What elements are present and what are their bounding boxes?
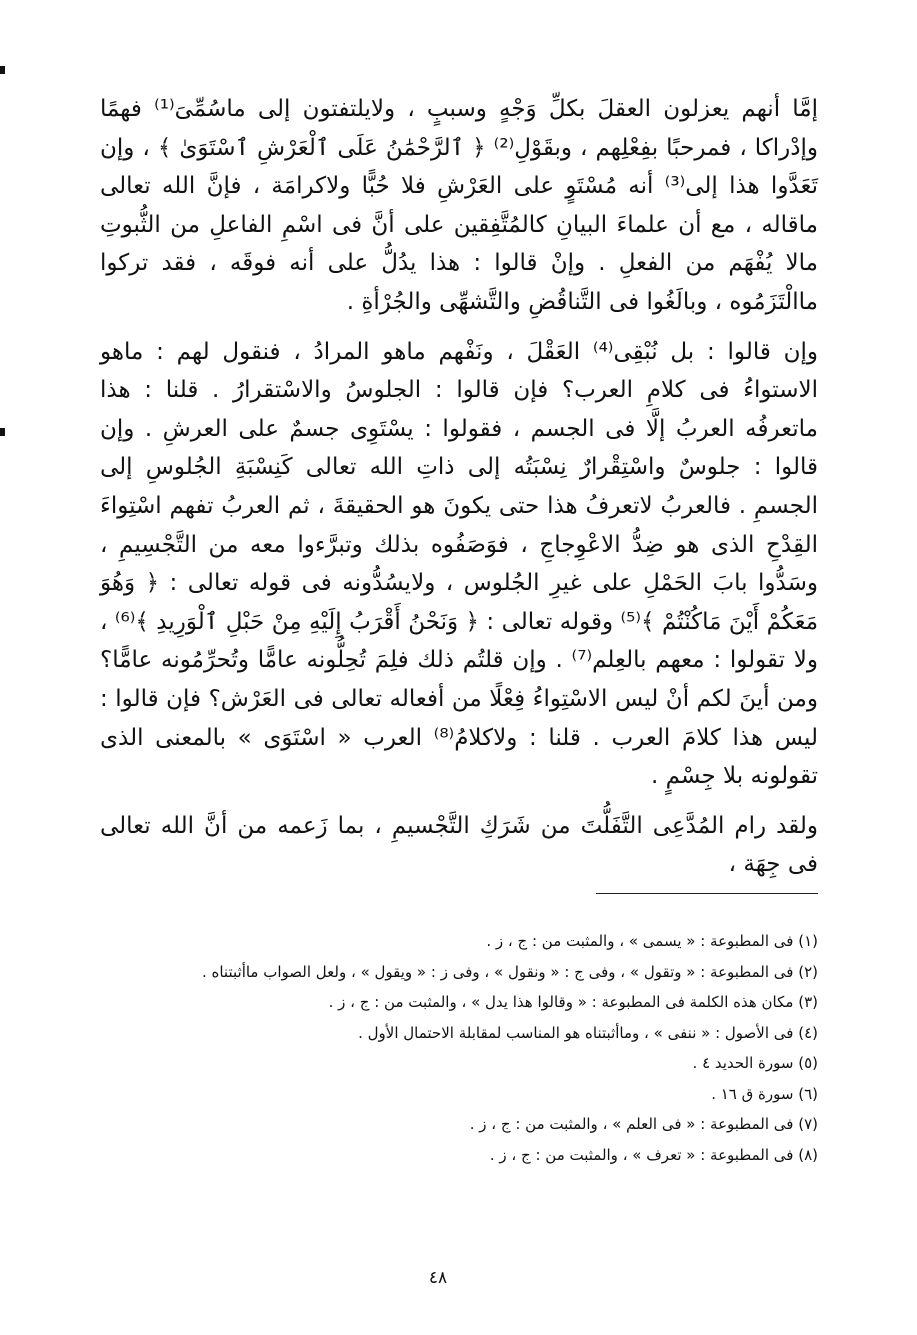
page-number: ٤٨: [428, 1268, 448, 1288]
footnote: (٢) فى المطبوعة : « وتقول » ، وفى ج : « ونقول » ، وفى ز : « ويقول » ، ولعل الصواب ماأثبتناه .: [201, 962, 818, 981]
footnote-separator: [596, 893, 818, 894]
footnote: (٧) فى المطبوعة : « فى العلم » ، والمثبت من : ج ، ز .: [469, 1115, 818, 1133]
paragraph: وإن قالوا : بل نُبْقِى⁽⁴⁾ العَقْلَ ، ونَفْهم ماهو المرادُ ، فنقول لهم : ماهو الاستواءُ فى كلامِ العرب؟ فإن قالوا : الجلوسُ والاسْتقرارُ . قلنا : هذا ماتعرفُه العربُ إلَّا فى الجسم ، فقولوا : يسْتَوِى جسمٌ على العرشِ . وإن قالوا : جلوسٌ واسْتِقْرارٌ نِسْبَتُه إلى ذاتِ الله تعالى كَنِسْبَةِ الجُلوسِ إلى الجسمِ . فالعربُ لاتعرفُ هذا حتى يكونَ هو الحقيقةَ ، ثم العربُ تفهم اسْتِواءَ القِدْحِ الذى هو ضِدُّ الاعْوِجاجِ ، فوَصَفُوه بذلك وتبرَّءوا معه من التَّجْسِيمِ ، وسَدُّوا بابَ الحَمْلِ على غيرِ الجُلوس ، ولايسُدُّونه فى قوله تعالى : ﴿ وَهُوَ مَعَكُمْ أَيْنَ مَاكُنْتُمْ ﴾⁽⁵⁾ وقوله تعالى : ﴿ وَنَحْنُ أَقْرَبُ إِلَيْهِ مِنْ حَبْلِ ٱلْوَرِيدِ ﴾⁽⁶⁾ ، ولا تقولوا : معهم بالعِلم⁽⁷⁾ . وإن قلتُم ذلك فلِمَ تُحِلُّونه عامًّا وتُحرِّمُونه عامًّا؟ ومن أينَ لكم أنْ ليس الاسْتِواءُ فِعْلًا من أفعاله تعالى فى العَرْش؟ فإن قالوا : ليس هذا كلامَ العرب . قلنا : ولاكلامُ⁽⁸⁾ العرب « اسْتَوَى » بالمعنى الذى تقولونه بلا جِسْمٍ .: [100, 338, 819, 790]
scan-margin-mark: [0, 66, 5, 74]
scan-margin-mark: [0, 428, 5, 436]
footnote: (٥) سورة الحديد ٤ .: [692, 1054, 818, 1072]
footnote: (٣) مكان هذه الكلمة فى المطبوعة : « وقالوا هذا يدل » ، والمثبت من : ج ، ز .: [328, 993, 818, 1011]
main-text: [100, 90, 818, 884]
paragraph: ولقد رام المُدَّعِى التَّفَلُّتَ من شَرَكِ التَّجْسيمِ ، بما زَعمه من أنَّ الله تعالى فى جِهَة ،: [100, 812, 818, 878]
footnote: (٦) سورة ق ١٦ .: [711, 1084, 818, 1103]
footnote: (٨) فى المطبوعة : « تعرف » ، والمثبت من : ج ، ز .: [489, 1145, 818, 1164]
footnote: (١) فى المطبوعة : « يسمى » ، والمثبت من : ج ، ز .: [486, 932, 818, 950]
footnotes-list: [100, 926, 818, 1170]
paragraph: إمَّا أنهم يعزلون العقلَ بكلِّ وَجْهٍ وسببٍ ، ولايلتفتون إلى ماسُمِّىَ⁽¹⁾ فهمًا وإدْراكا ، فمرحبًا بفِعْلِهم ، وبقَوْلِ⁽²⁾ ﴿ ٱلرَّحْمَٰنُ عَلَى ٱلْعَرْشِ ٱسْتَوَىٰ ﴾ ، وإن تَعَدَّوا هذا إلى⁽³⁾ أنه مُسْتَوٍ على العَرْشِ فلا حُبًّا ولاكرامَة ، فإنَّ الله تعالى ماقاله ، مع أن علماءَ البيانِ كالمُتَّفِقين على أنَّ فى اسْمِ الفاعلِ من الثُّبوتِ مالا يُفْهَم من الفعلِ . وإنْ قالوا : هذا يدُلُّ على أنه فوقَه ، فقد تركوا ماالْتَزَمُوه ، وبالَغُوا فى التَّناقُضِ والتَّشهِّى والجُرْأةِ .: [100, 96, 818, 315]
footnote: (٤) فى الأصول : « ننفى » ، وماأثبتناه هو المناسب لمقابلة الاحتمال الأول .: [358, 1023, 818, 1042]
